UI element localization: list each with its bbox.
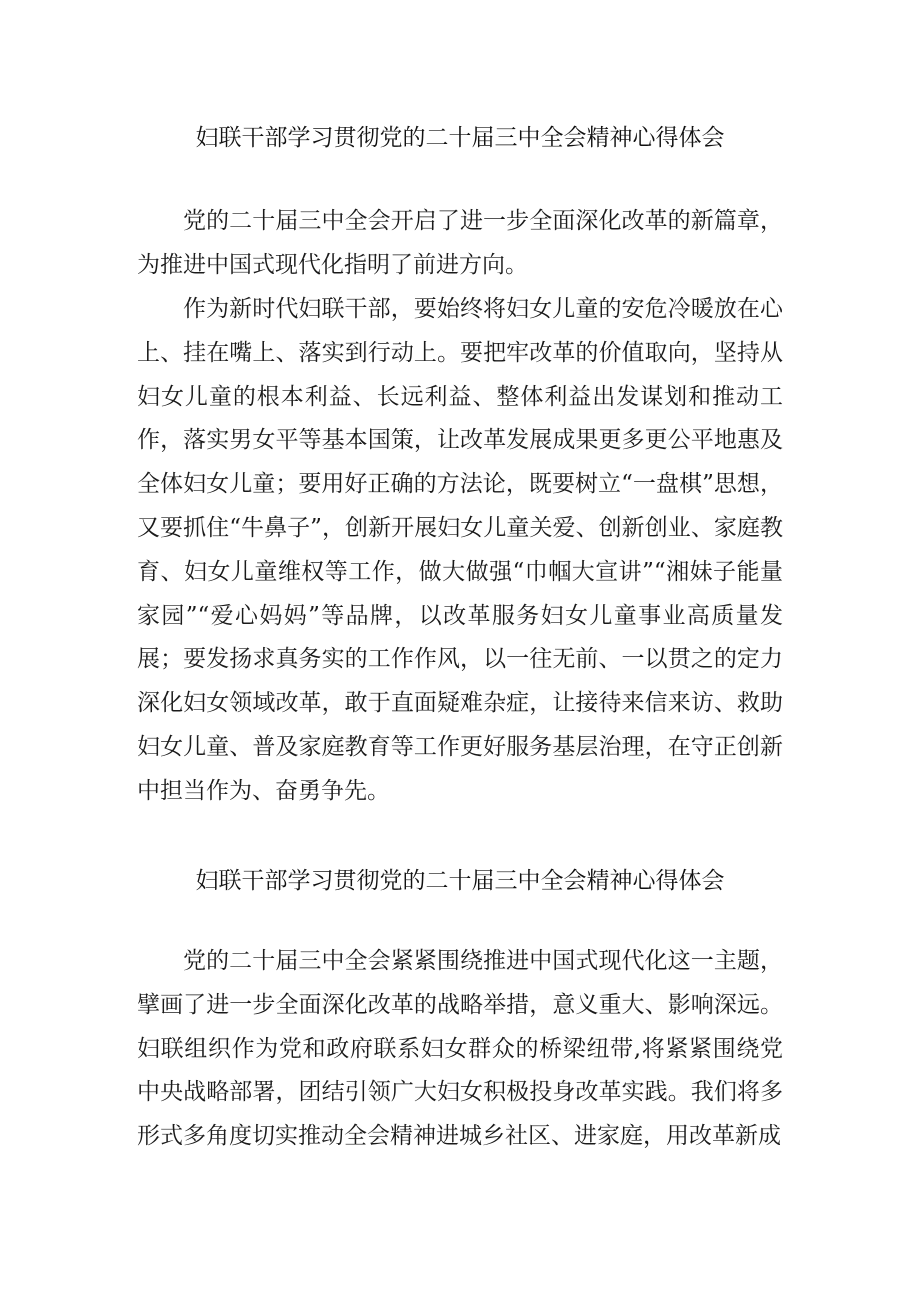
article-paragraph: 党的二十届三中全会紧紧围绕推进中国式现代化这一主题，擘画了进一步全面深化改革的战略举措，意义重大、影响深远。妇联组织作为党和政府联系妇女群众的桥梁纽带,将紧紧围绕党中央战略部署，团结引领广大妇女积极投身改革实践。我们将多形式多角度切实推动全会精神进城乡社区、进家庭，用改革新成 [137, 948, 783, 1150]
article-title: 妇联干部学习贯彻党的二十届三中全会精神心得体会 [195, 125, 725, 151]
article-paragraph: 作为新时代妇联干部，要始终将妇女儿童的安危冷暖放在心上、挂在嘴上、落实到行动上。要把牢改革的价值取向，坚持从妇女儿童的根本利益、长远利益、整体利益出发谋划和推动工作，落实男女平等基本国策，让改革发展成果更多更公平地惠及全体妇女儿童；要用好正确的方法论，既要树立“一盘棋”思想，又要抓住“牛鼻子”，创新开展妇女儿童关爱、创新创业、家庭教育、妇女儿童维权等工作，做大做强“巾帼大宣讲”“湘妹子能量家园”“爱心妈妈”等品牌，以改革服务妇女儿童事业高质量发展；要发扬求真务实的工作作风，以一往无前、一以贯之的定力深化妇女领域改革，敢于直面疑难杂症，让接待来信来访、救助妇女儿童、普及家庭教育等工作更好服务基层治理，在守正创新中担当作为、奋勇争先。 [137, 296, 783, 804]
article-title: 妇联干部学习贯彻党的二十届三中全会精神心得体会 [195, 868, 725, 894]
article-paragraph: 党的二十届三中全会开启了进一步全面深化改革的新篇章，为推进中国式现代化指明了前进方向。 [137, 208, 783, 278]
